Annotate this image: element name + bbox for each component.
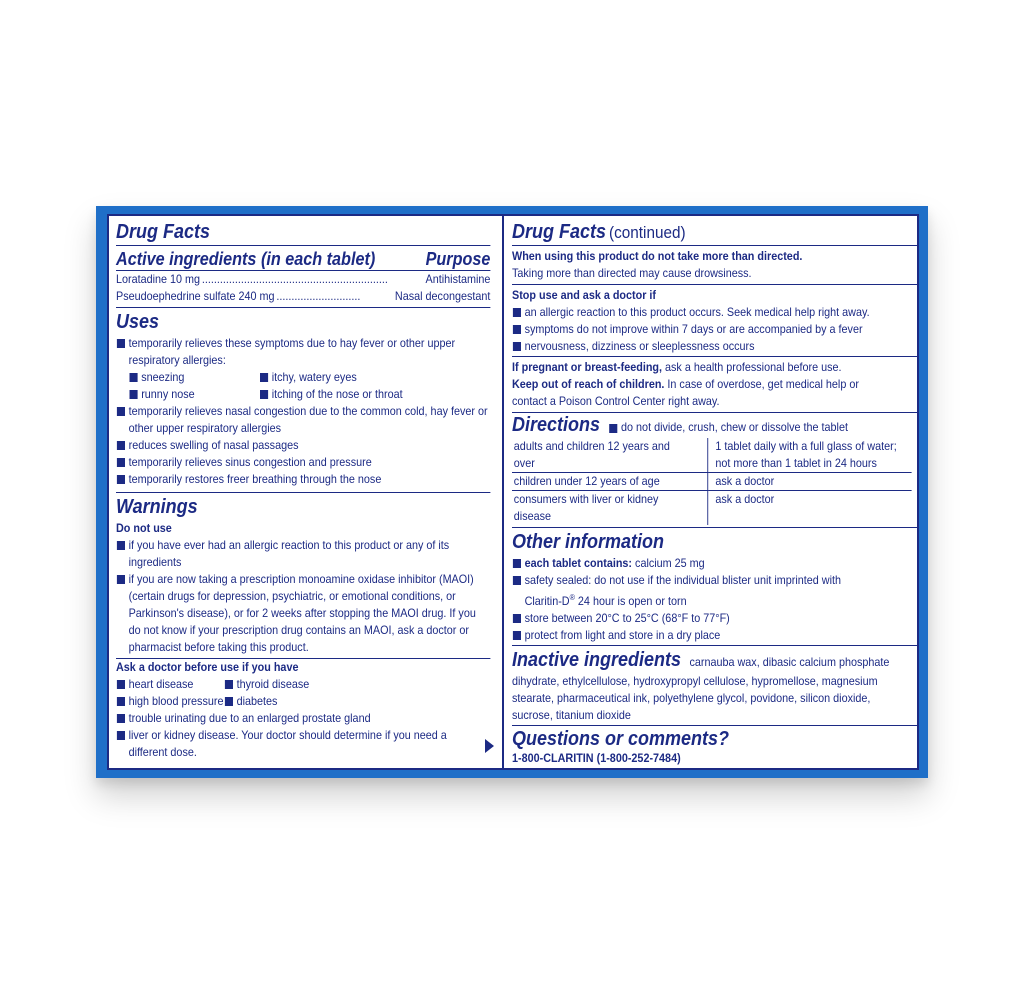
condition-item: high blood pressure [116,693,224,710]
pregnant-warning [512,359,919,376]
questions-section [512,726,919,767]
uses-item: reduces swelling of nasal passages [116,437,490,454]
dot-leader: ............................ [276,289,361,303]
pregnant-text: ask a health professional before use. [662,360,842,374]
dose-instruction: ask a doctor [715,492,775,506]
drug-facts-panel [107,214,919,770]
ingredient-purpose: Antihistamine [425,272,491,286]
stop-use-item: an allergic reaction to this product occurs. Seek medical help right away. [512,304,919,321]
inactive-ingredients-text: carnauba wax, dibasic calcium phosphate dihydrate, ethylcellulose, hydroxypropyl cellulose, hypromellose, magnesium stearate, pharmaceutical ink, polyethylene glycol, povidone, silicon dioxide, sucrose, titanium dioxide [512,655,890,722]
conditions-grid [116,676,490,710]
directions-row [512,473,912,491]
pregnant-label: If pregnant or breast-feeding, [512,360,663,374]
directions-heading: Directions [512,414,601,436]
condition-item: liver or kidney disease. Your doctor should determine if you need a different dose. [116,727,453,761]
inactive-ingredients-block [512,648,908,724]
other-info-item [512,555,919,572]
keep-out-warning [512,376,890,410]
uses-item: temporarily restores freer breathing through the nose [116,471,490,488]
uses-item: temporarily relieves these symptoms due to hay fever or other upper respiratory allergies: [116,335,490,369]
inactive-ingredients-section [512,646,919,726]
when-using-text: Taking more than directed may cause drowsiness. [512,265,919,285]
other-info-item: store between 20°C to 25°C (68°F to 77°F) [512,610,919,627]
drug-facts-title: Drug Facts [116,216,490,246]
active-ingredients-heading: Active ingredients (in each tablet) [116,249,376,269]
directions-row [512,438,912,473]
right-column [512,216,919,768]
symptoms-grid [116,369,490,403]
symptom-item: sneezing [129,369,259,386]
phone-number: 1-800-CLARITIN (1-800-252-7484) [512,751,681,765]
warning-item: if you are now taking a prescription monoamine oxidase inhibitor (MAOI) (certain drugs for depression, psychiatric, or emotional conditions, or Parkinson's disease), or for 2 weeks after stopping the MAOI drug. If you do not know if your prescription drug contains an MAOI, ask a doctor or pharmacist before taking this product. [116,571,490,658]
tablet-contains-label: each tablet contains: [524,556,633,570]
tablet-contains-text: calcium 25 mg [632,556,705,570]
when-using-heading: When using this product do not take more than directed. [512,249,803,263]
registered-mark: ® [569,593,575,602]
condition-item: heart disease [116,676,224,693]
dose-instruction: 1 tablet daily with a full glass of water; not more than 1 tablet in 24 hours [708,438,912,473]
warning-item: if you have ever had an allergic reaction to this product or any of its ingredients [116,537,490,571]
other-info-item: protect from light and store in a dry place [512,627,919,644]
continued-section [512,216,919,413]
symptom-item: itchy, watery eyes [259,369,490,386]
directions-table [512,438,912,525]
questions-heading: Questions or comments? [512,728,730,750]
condition-item: diabetes [224,693,490,710]
directions-row [512,491,912,526]
stop-use-item: nervousness, dizziness or sleeplessness occurs [512,338,919,357]
uses-item: temporarily relieves sinus congestion and pressure [116,454,490,471]
uses-section [116,308,490,493]
active-ingredients-section [116,216,490,308]
other-info-item [512,572,867,610]
other-information-section [512,528,919,646]
continue-arrow-icon [485,739,494,753]
column-divider [502,216,504,768]
drug-facts-label [96,206,928,778]
safety-seal-text: safety sealed: do not use if the individual blister unit imprinted with Claritin-D [524,573,841,608]
stop-use-item: symptoms do not improve within 7 days or are accompanied by a fever [512,321,919,338]
ingredient-row [116,271,490,288]
uses-item: temporarily relieves nasal congestion due to the common cold, hay fever or other upper respiratory allergies [116,403,490,437]
warnings-section [116,493,490,761]
warnings-heading: Warnings [116,496,198,518]
inactive-ingredients-heading: Inactive ingredients [512,649,682,671]
purpose-heading: Purpose [425,249,491,269]
safety-seal-end: 24 hour is open or torn [574,594,687,608]
ask-doctor-block [116,658,490,761]
left-column [116,216,490,768]
dose-group: adults and children 12 years and over [512,438,708,473]
continued-label: (continued) [609,223,686,242]
directions-note: do not divide, crush, chew or dissolve the tablet [608,420,848,434]
ask-doctor-heading: Ask a doctor before use if you have [116,660,299,674]
do-not-use-heading: Do not use [116,521,172,535]
drug-facts-continued-title: Drug Facts [512,221,607,243]
keep-out-text: In case of overdose, get medical help or contact a Poison Control Center right away. [512,377,859,408]
directions-section [512,413,919,528]
condition-item: thyroid disease [224,676,490,693]
symptom-item: itching of the nose or throat [259,386,490,403]
dose-group: consumers with liver or kidney disease [512,491,708,526]
symptom-item: runny nose [129,386,259,403]
condition-item: trouble urinating due to an enlarged prostate gland [116,710,490,727]
stop-use-heading: Stop use and ask a doctor if [512,288,657,302]
dose-group: children under 12 years of age [512,473,708,491]
dot-leader: .............................................................. [201,272,388,286]
other-information-heading: Other information [512,531,665,553]
ingredient-row [116,288,490,305]
dose-instruction: ask a doctor [708,473,912,491]
uses-heading: Uses [116,311,160,333]
ingredient-purpose: Nasal decongestant [394,289,491,303]
continued-title [512,216,919,246]
ingredient-name: Loratadine 10 mg [116,272,201,286]
ingredient-name: Pseudoephedrine sulfate 240 mg [116,289,275,303]
active-ingredients-header [116,248,490,271]
directions-header [512,413,919,438]
keep-out-label: Keep out of reach of children. [512,377,665,391]
